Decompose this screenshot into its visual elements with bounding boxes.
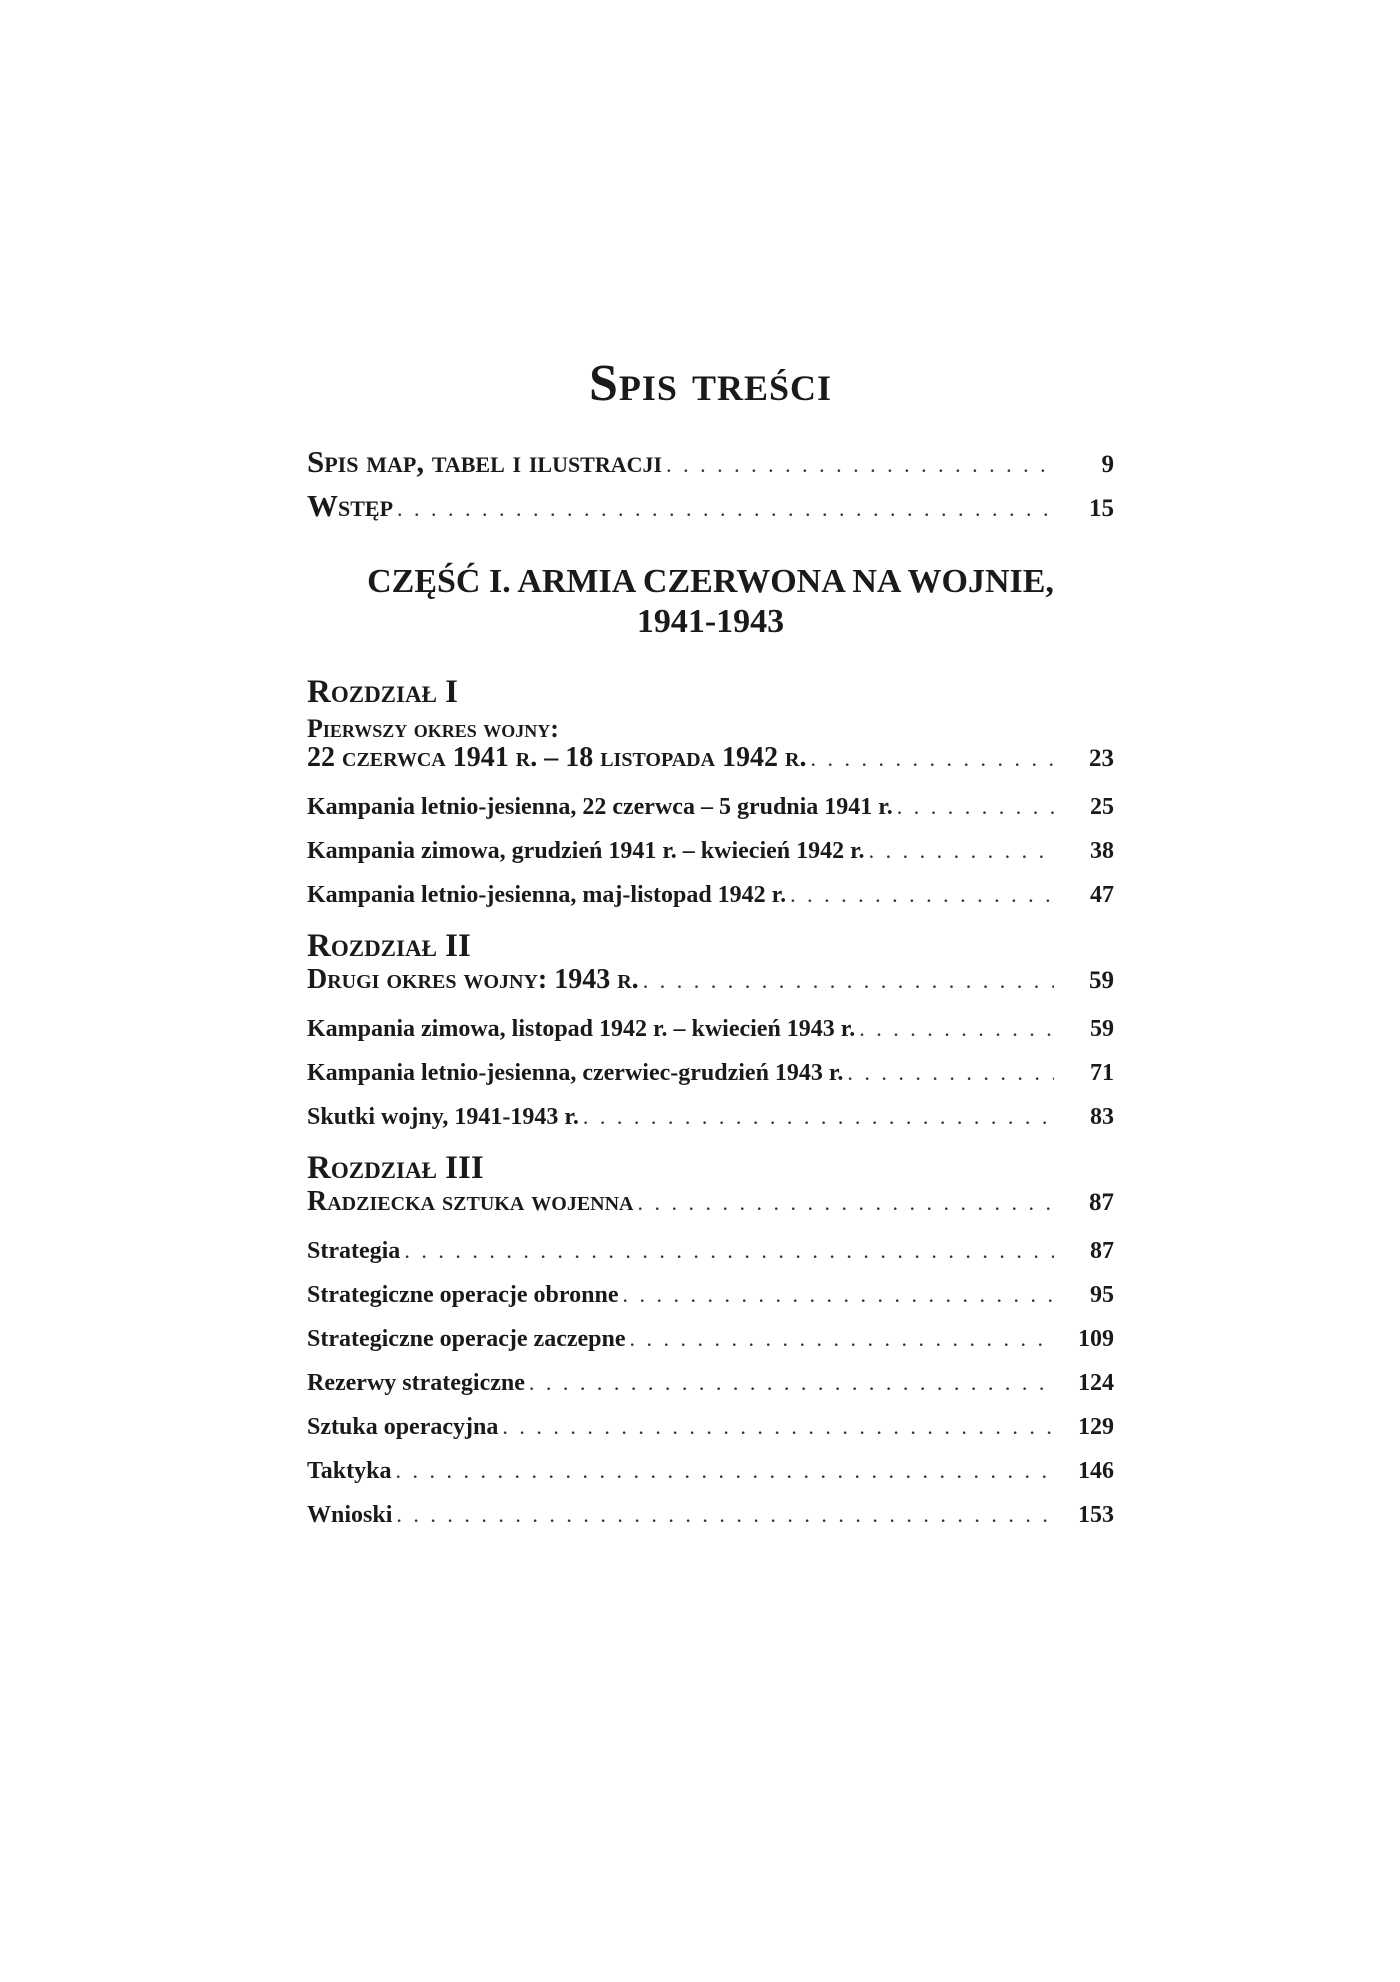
toc-entry-page: 83 (1090, 1104, 1114, 1130)
toc-entry-section[interactable] (307, 1414, 1114, 1441)
toc-entry-page: 23 (1089, 745, 1114, 772)
toc-entry-page: 15 (1089, 495, 1114, 522)
toc-entry-page: 129 (1078, 1414, 1114, 1440)
toc-entry-page: 153 (1078, 1502, 1114, 1528)
toc-entry-introduction[interactable] (307, 488, 1114, 524)
toc-entry-section[interactable] (307, 1282, 1114, 1309)
toc-entry-section[interactable] (307, 838, 1114, 865)
leader-dots (810, 746, 1054, 772)
toc-entry-label: Skutki wojny, 1941-1943 r. (307, 1104, 579, 1130)
toc-entry-page: 38 (1090, 838, 1114, 864)
toc-entry-section[interactable] (307, 1238, 1114, 1265)
toc-entry-label: Strategiczne operacje zaczepne (307, 1326, 626, 1352)
toc-entry-label: Wnioski (307, 1502, 393, 1528)
toc-entry-label: Strategia (307, 1238, 401, 1264)
leader-dots (404, 1238, 1054, 1264)
toc-page (307, 0, 1114, 1982)
leader-dots (859, 1016, 1054, 1042)
toc-entry-chapter-3[interactable] (307, 1186, 1114, 1218)
toc-entry-page: 146 (1078, 1458, 1114, 1484)
toc-entry-label: Strategiczne operacje obronne (307, 1282, 619, 1308)
toc-entry-page: 9 (1101, 451, 1114, 478)
leader-dots (396, 1458, 1055, 1484)
toc-entry-page: 95 (1090, 1282, 1114, 1308)
chapter-label: Rozdział II (307, 928, 471, 964)
toc-entry-list-of-maps[interactable] (307, 444, 1114, 480)
leader-dots (790, 882, 1054, 908)
toc-entry-label: Rezerwy strategiczne (307, 1370, 525, 1396)
toc-title: Spis treści (589, 355, 832, 412)
leader-dots (869, 838, 1054, 864)
toc-entry-section[interactable] (307, 1104, 1114, 1131)
leader-dots (502, 1414, 1054, 1440)
part-heading-line1: CZĘŚĆ I. ARMIA CZERWONA NA WOJNIE, (367, 563, 1054, 600)
leader-dots (630, 1326, 1054, 1352)
toc-entry-page: 59 (1089, 967, 1114, 994)
toc-entry-page: 25 (1090, 794, 1114, 820)
toc-entry-page: 124 (1078, 1370, 1114, 1396)
toc-entry-label: 22 czerwca 1941 r. – 18 listopada 1942 r. (307, 742, 807, 773)
toc-entry-page: 87 (1090, 1238, 1114, 1264)
toc-entry-label: Wstęp (307, 488, 394, 523)
leader-dots (638, 1190, 1055, 1216)
leader-dots (583, 1104, 1054, 1130)
toc-entry-section[interactable] (307, 1370, 1114, 1397)
leader-dots (897, 794, 1054, 820)
toc-entry-section[interactable] (307, 1016, 1114, 1043)
toc-entry-page: 59 (1090, 1016, 1114, 1042)
toc-entry-label: Kampania letnio-jesienna, czerwiec-grudzień 1943 r. (307, 1060, 844, 1086)
toc-entry-label: Radziecka sztuka wojenna (307, 1186, 634, 1217)
toc-entry-section[interactable] (307, 1060, 1114, 1087)
toc-entry-label: Kampania letnio-jesienna, 22 czerwca – 5 grudnia 1941 r. (307, 794, 893, 820)
toc-entry-label: Kampania zimowa, listopad 1942 r. – kwiecień 1943 r. (307, 1016, 856, 1042)
toc-entry-page: 71 (1090, 1060, 1114, 1086)
part-heading-line2: 1941-1943 (636, 603, 785, 640)
toc-entry-page: 109 (1078, 1326, 1114, 1352)
toc-entry-page: 87 (1089, 1189, 1114, 1216)
toc-entry-section[interactable] (307, 1458, 1114, 1485)
toc-entry-chapter-2[interactable] (307, 964, 1114, 996)
leader-dots (622, 1282, 1054, 1308)
leader-dots (643, 968, 1054, 994)
toc-entry-label: Spis map, tabel i ilustracji (307, 444, 663, 479)
toc-entry-label: Kampania zimowa, grudzień 1941 r. – kwiecień 1942 r. (307, 838, 865, 864)
toc-entry-section[interactable] (307, 794, 1114, 821)
toc-entry-section[interactable] (307, 1502, 1114, 1529)
chapter-label: Rozdział III (307, 1150, 484, 1186)
part-heading (307, 562, 1114, 642)
toc-entry-label: Taktyka (307, 1458, 392, 1484)
chapter-subtitle: Pierwszy okres wojny: (307, 714, 559, 743)
chapter-label: Rozdział I (307, 674, 459, 710)
toc-entry-label: Drugi okres wojny: 1943 r. (307, 964, 639, 995)
leader-dots (847, 1060, 1054, 1086)
toc-entry-label: Sztuka operacyjna (307, 1414, 499, 1440)
leader-dots (666, 452, 1054, 478)
leader-dots (396, 1502, 1054, 1528)
toc-entry-section[interactable] (307, 1326, 1114, 1353)
toc-entry-section[interactable] (307, 882, 1114, 909)
toc-entry-page: 47 (1090, 882, 1114, 908)
leader-dots (397, 496, 1054, 522)
toc-entry-chapter-1[interactable] (307, 742, 1114, 774)
leader-dots (529, 1370, 1054, 1396)
toc-entry-label: Kampania letnio-jesienna, maj-listopad 1942 r. (307, 882, 787, 908)
